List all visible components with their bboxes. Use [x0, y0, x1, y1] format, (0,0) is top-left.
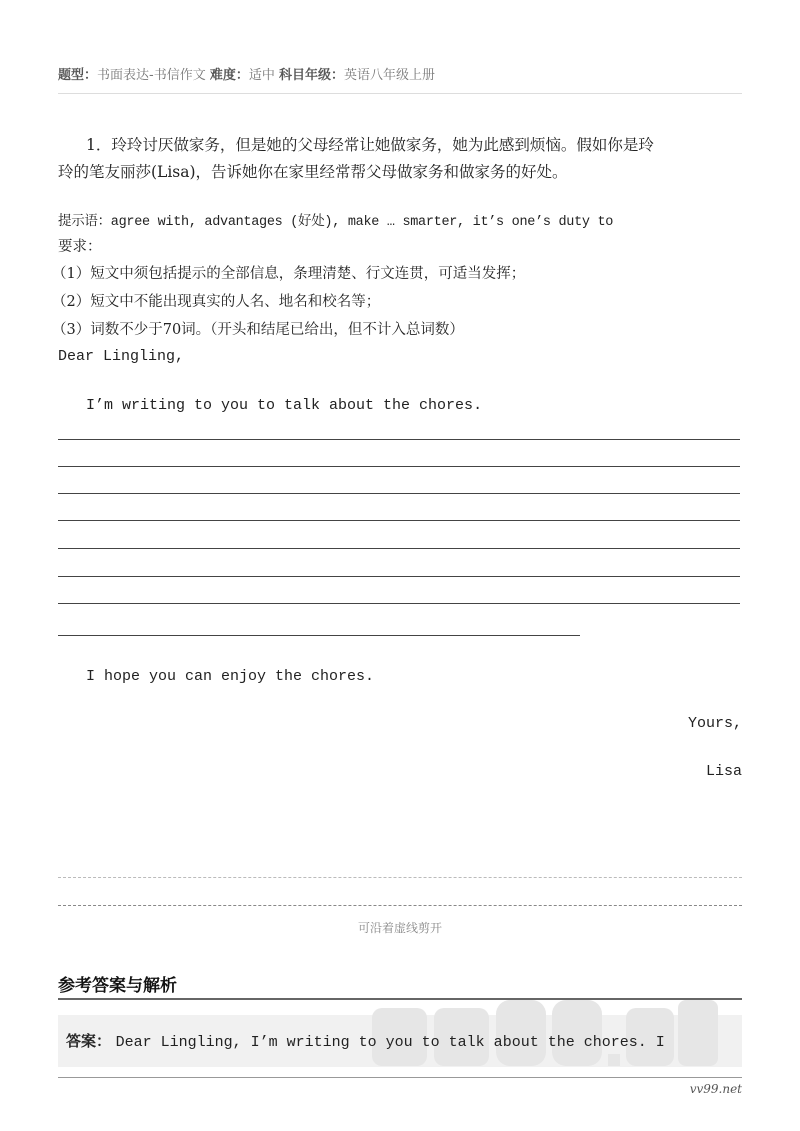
writing-line[interactable]	[58, 635, 580, 636]
grade-value: 英语八年级上册	[344, 68, 436, 83]
letter-name: Lisa	[705, 763, 742, 780]
letter-closing: I hope you can enjoy the chores.	[86, 668, 375, 685]
hint: 提示语：agree with, advantages (好处), make … smarter, it’s one’s duty to	[58, 215, 614, 230]
question-line-1: 1．玲玲讨厌做家务，但是她的父母经常让她做家务，她为此感到烦恼。假如你是玲	[86, 136, 654, 154]
writing-line[interactable]	[58, 520, 740, 521]
requirement-2: （2）短文中不能出现真实的人名、地名和校名等；	[52, 294, 381, 310]
answer-section-title: 参考答案与解析	[58, 976, 177, 996]
letter-signoff: Yours,	[687, 715, 742, 732]
requirements-title: 要求：	[58, 239, 102, 255]
writing-line[interactable]	[58, 548, 740, 549]
letter-greeting: Dear Lingling,	[58, 348, 185, 365]
difficulty-value: 适中	[248, 68, 275, 83]
grade-label: 科目年级：	[279, 68, 345, 83]
writing-line[interactable]	[58, 493, 740, 494]
answer-label: 答案：	[66, 1032, 112, 1050]
writing-line[interactable]	[58, 439, 740, 440]
requirement-3: （3）词数不少于70词。（开头和结尾已给出，但不计入总词数）	[52, 322, 464, 338]
writing-line[interactable]	[58, 603, 740, 604]
answer-row	[66, 1030, 665, 1051]
footer-site: vv99.net	[689, 1082, 742, 1096]
letter-opening: I’m writing to you to talk about the chores.	[86, 397, 483, 414]
difficulty-label: 难度：	[209, 68, 249, 83]
header-divider	[58, 93, 742, 94]
type-label: 题型：	[58, 68, 98, 83]
cut-line	[58, 905, 742, 906]
writing-line[interactable]	[58, 466, 740, 467]
footer-divider	[58, 1077, 742, 1078]
type-value: 书面表达-书信作文	[97, 68, 206, 83]
answer-text: Dear Lingling, I’m writing to you to talk about the chores. I	[115, 1034, 665, 1051]
writing-line[interactable]	[58, 576, 740, 577]
cut-line-light	[58, 877, 742, 878]
question-line-2: 玲的笔友丽莎(Lisa)，告诉她你在家里经常帮父母做家务和做家务的好处。	[58, 163, 568, 181]
requirement-1: （1）短文中须包括提示的全部信息，条理清楚、行文连贯，可适当发挥；	[52, 266, 526, 282]
question-meta	[58, 64, 435, 83]
cut-hint: 可沿着虚线剪开	[357, 921, 442, 935]
